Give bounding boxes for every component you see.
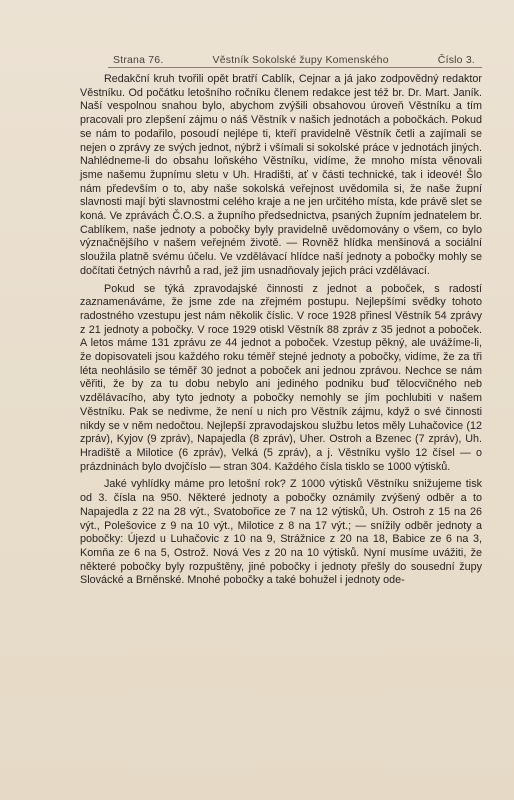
article-body (80, 73, 482, 592)
header-rule (108, 67, 482, 68)
paragraph: Jaké vyhlídky máme pro letošní rok? Z 1000 výtisků Věstníku snižujeme tisk od 3. čísla na 950. Některé jednoty a pobočky oznámily zvýšený odběr a to Napajedla z 22 na 28 výt., Svatobořice ze 7 na 12 výtisků, Uh. Ostroh z 15 na 26 výt., Polešovice z 9 na 10 výt., Milotice z 8 na 17 výt.; — snížily odběr jednoty a pobočky: Újezd u Luhačovic z 10 na 9, Strážnice z 20 na 18, Babice ze 6 na 3, Komňa ze 6 na 5, Ostrož. Nová Ves z 20 na 10 výtisků. Nyní musíme uvážiti, že některé pobočky byly rozpuštěny, jiné pobočky i jednoty přešly do sousední župy Slovácké a Brněnské. Mnohé pobočky a také bohužel i jednoty ode- (80, 478, 482, 587)
publication-title: Věstník Sokolské župy Komenského (212, 54, 389, 66)
page-number: Strana 76. (113, 54, 164, 66)
paragraph: Redakční kruh tvořili opět bratří Cablík, Cejnar a já jako zodpovědný redaktor Věstníku. Od počátku letošního ročníku členem redakce jest též br. Dr. Mart. Janík. Naší vespolnou snahou bylo, abychom zvýšili obsahovou úroveň Věstníku a tím pracovali pro zlepšení zájmu o náš Věstník v našich jednotách a pobočkách. Pokud se nám to podařilo, posoudí nejlépe ti, kteří pravidelně Věstník četli a zajímali se nejen o zprávy ze svých jednot, nýbrž i všímali si sokolské práce v jednotách jiných. Nahlédneme-li do obsahu loňského Věstníku, vidíme, že mnoho místa věnovali jsme našemu župnímu sletu v Uh. Hradišti, ať v části technické, tak i ideové! Šlo nám především o to, aby naše sokolská veřejnost uvědomila si, že naše župní slavnosti mají býti slavnostmi celého kraje a ne jen určitého místa, kde právě slet se koná. Ve zprávách Č.O.S. a župního předsednictva, psaných župním jednatelem br. Cablíkem, naše jednoty a pobočky byly pravidelně uvědomovány o všem, co bylo význačnějšího v našem veřejném životě. — Rovněž hlídka menšinová a sociální sloužila platně svému účelu. Ve vzdělávací hlídce naší jednoty a pobočky mohly se dočítati četných návrhů a rad, jež jim usnadňovaly jejich práci vzdělávací. (80, 73, 482, 277)
issue-number: Číslo 3. (437, 54, 475, 66)
running-header (113, 54, 475, 66)
paragraph: Pokud se týká zpravodajské činnosti z jednot a poboček, s radostí zaznamenáváme, že jsme zde na zřejmém postupu. Nejlepšími svědky tohoto radostného vzestupu jest nám několik číslic. V roce 1928 přinesl Věstník 54 zprávy z 21 jednoty a pobočky. V roce 1929 otiskl Věstník 88 zpráv z 35 jednot a poboček. A letos máme 131 zprávu ze 44 jednot a poboček. Vzestup pěkný, ale uvážíme-li, že dopisovateli jsou každého roku téměř stejné jednoty a pobočky, vidíme, že za tři léta neohlásilo se téměř 30 jednot a poboček ani jednou zprávou. Nechce se nám věřiti, že by za tu dobu nebylo ani jediného podniku buď tělocvičného neb vzdělávacího, aby tyto jednoty a pobočky nemohly se jím pochlubiti v našem Věstníku. Pak se nedivme, že není u nich pro Věstník zájmu, když o své činnosti nikdy se v něm nedočtou. Nejlepší zpravodajskou službu letos měly Luhačovice (12 zpráv), Kyjov (9 zpráv), Napajedla (8 zpráv), Uher. Ostroh a Bzenec (7 zpráv), Uh. Hradiště a Milotice (6 zpráv), Velká (5 zpráv), a j. Věstníku vyšlo 12 čísel — o prázdninách bylo dvojčíslo — stran 304. Každého čísla tisklo se 1000 výtisků. (80, 282, 482, 473)
